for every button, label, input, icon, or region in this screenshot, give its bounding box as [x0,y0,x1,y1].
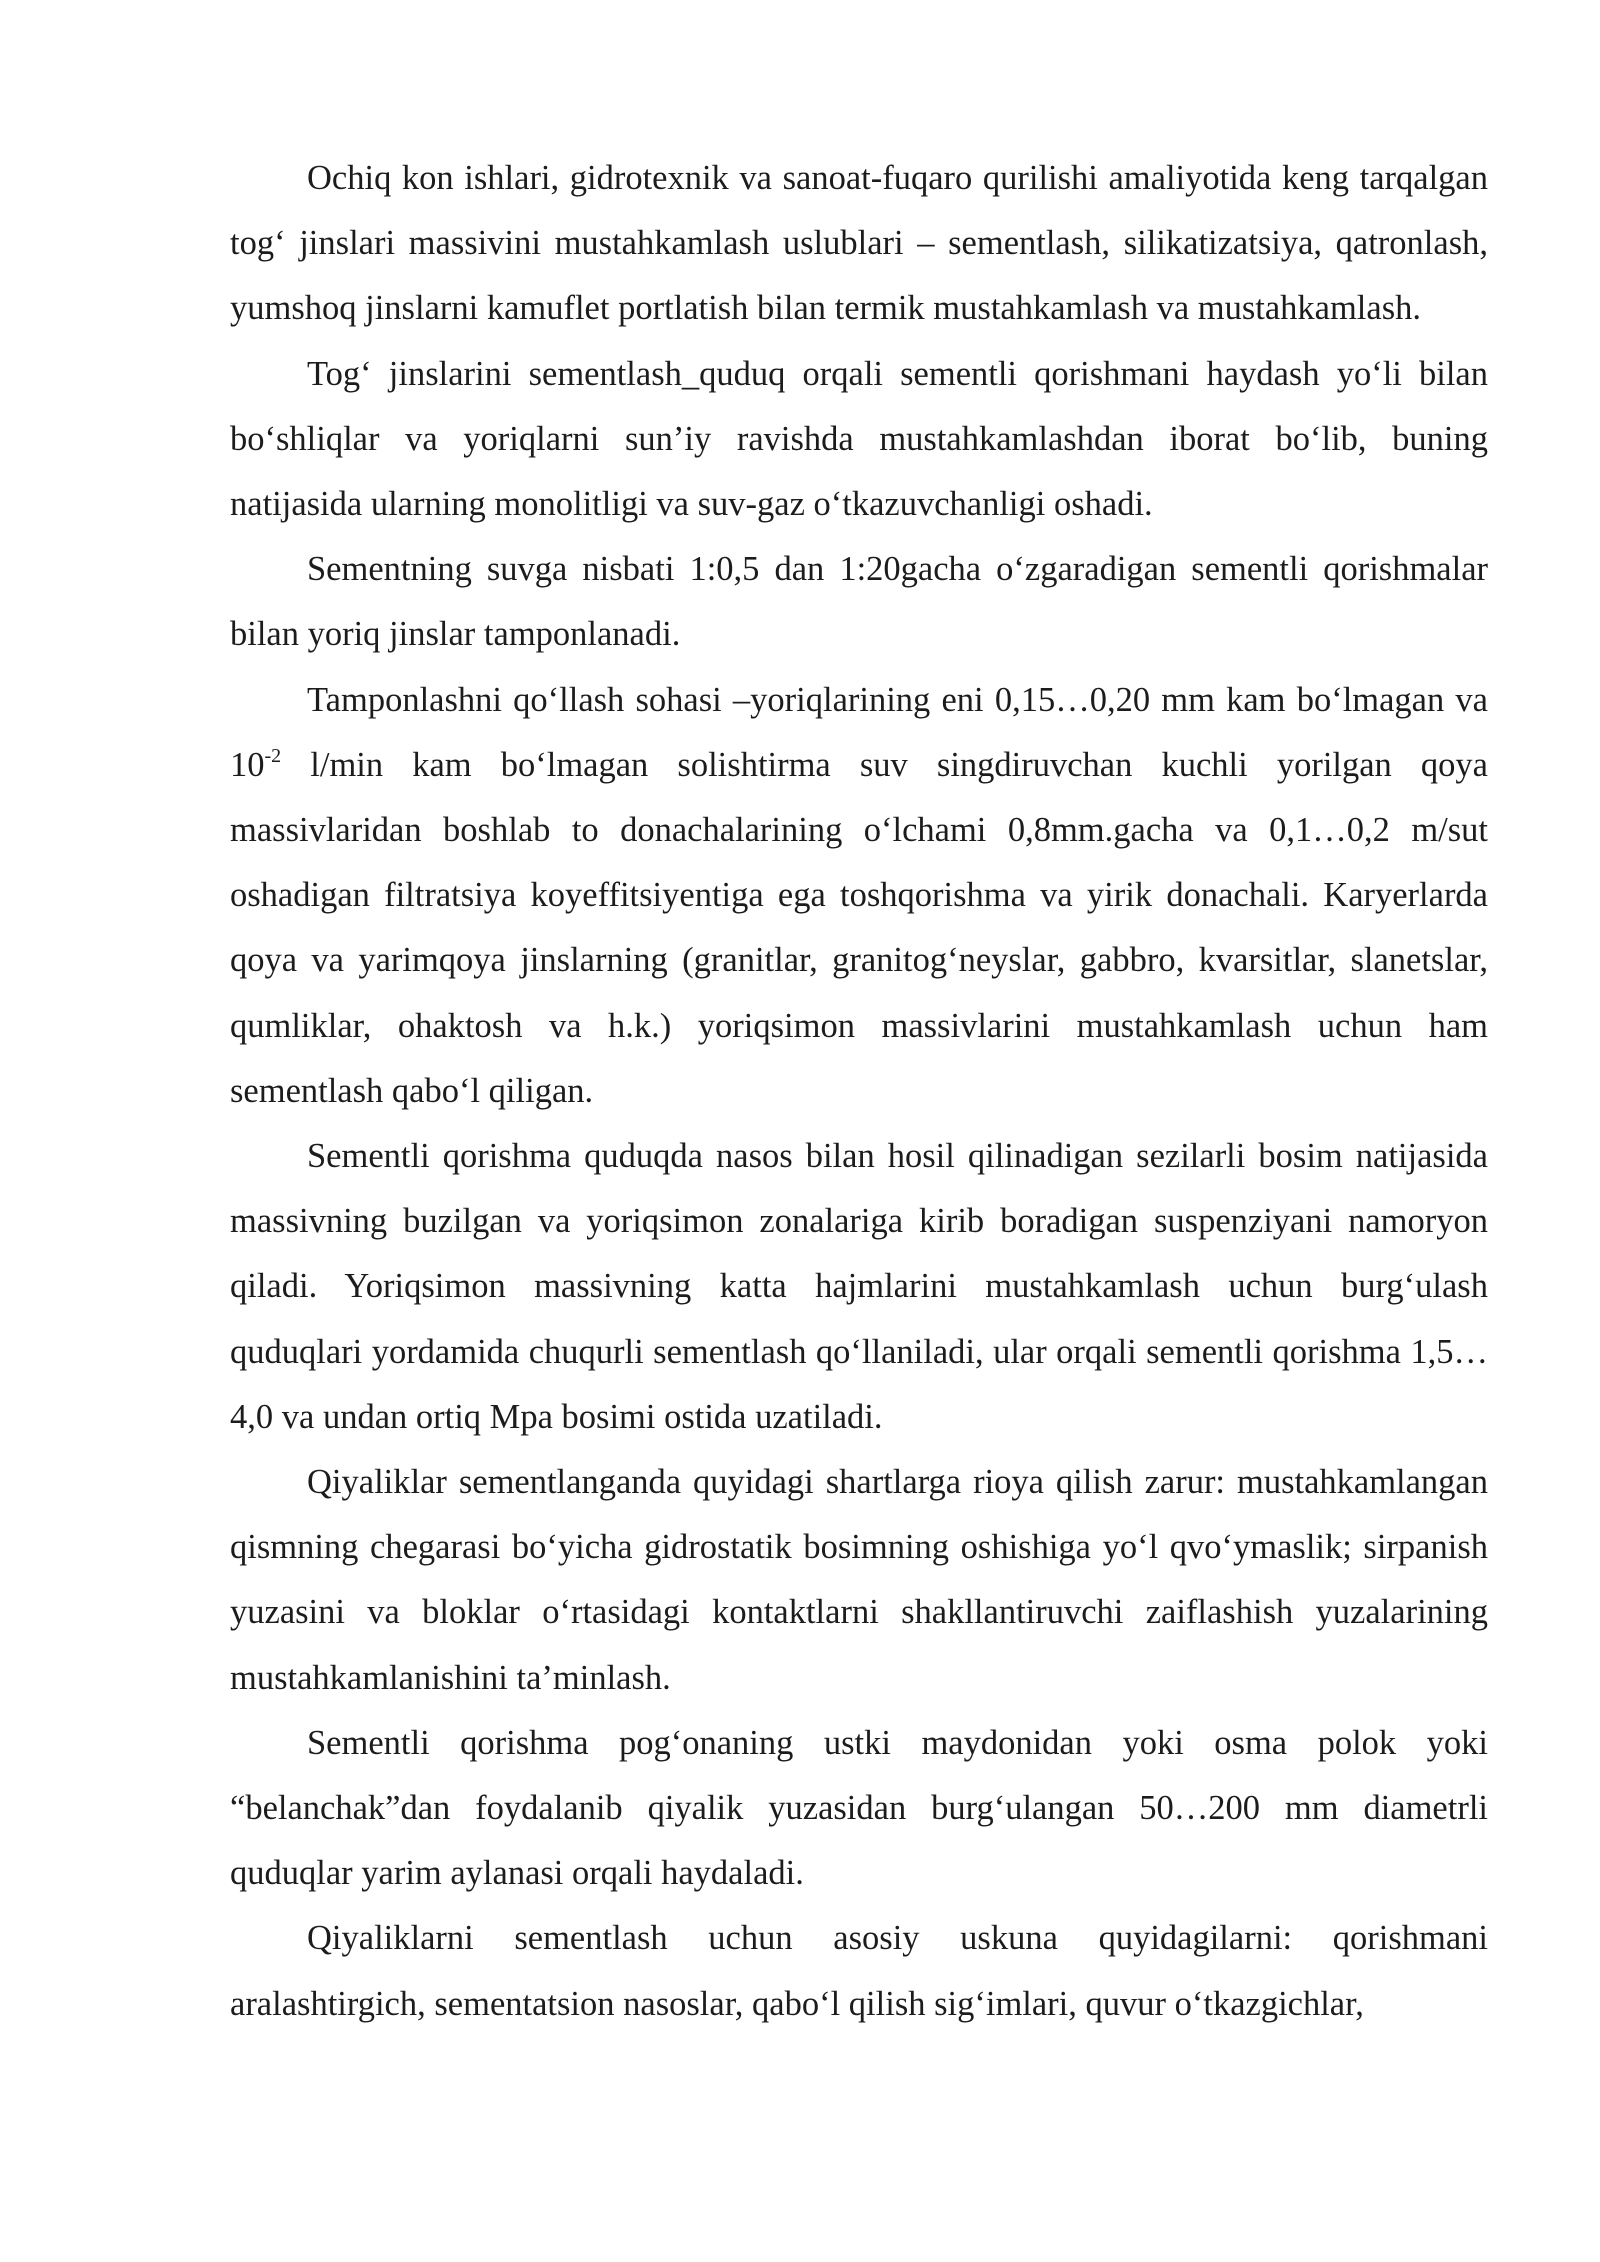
paragraph-text: Sementli qorishma pog‘onaning ustki maydonidan yoki osma polok yoki “belanchak”dan foydalanib qiyalik yuzasidan burg‘ulangan 50…200 mm diametrli quduqlar yarim aylanasi orqali haydaladi. [230,1723,1488,1893]
paragraph-text: Sementning suvga nisbati 1:0,5 dan 1:20gacha o‘zgaradigan sementli qorishmalar bilan yoriq jinslar tamponlanadi. [230,550,1488,654]
paragraph-8 [230,1906,1488,2036]
paragraph-text: Tog‘ jinslarini sementlash_quduq orqali sementli qorishmani haydash yo‘li bilan bo‘shliqlar va yoriqlarni sun’iy ravishda mustahkamlashdan iborat bo‘lib, buning natijasida ularning monolitligi va suv-gaz o‘tkazuvchanligi oshadi. [230,354,1488,524]
paragraph-text-after-superscript: l/min kam bo‘lmagan solishtirma suv singdiruvchan kuchli yorilgan qoya massivlaridan boshlab to donachalarining o‘lchami 0,8mm.gacha va 0,1…0,2 m/sut oshadigan filtratsiya koyeffitsiyentiga ega toshqorishma va yirik donachali. Karyerlarda qoya va yarimqoya jinslarning (granitlar, granitog‘neyslar, gabbro, kvarsitlar, slanetslar, qumliklar, ohaktosh va h.k.) yoriqsimon massivlarini mustahkamlash uchun ham sementlash qabo‘l qiligan. [230,745,1488,1110]
paragraph-text: Qiyaliklar sementlanganda quyidagi shartlarga rioya qilish zarur: mustahkamlangan qismning chegarasi bo‘yicha gidrostatik bosimning oshishiga yo‘l qvo‘ymaslik; sirpanish yuzasini va bloklar o‘rtasidagi kontaktlarni shakllantiruvchi zaiflashish yuzalarining mustahkamlanishini ta’minlash. [230,1463,1488,1697]
paragraph-text: Sementli qorishma quduqda nasos bilan hosil qilinadigan sezilarli bosim natijasida massivning buzilgan va yoriqsimon zonalariga kirib boradigan suspenziyani namoryon qiladi. Yoriqsimon massivning katta hajmlarini mustahkamlash uchun burg‘ulash quduqlari yordamida chuqurli sementlash qo‘llaniladi, ular orqali sementli qorishma 1,5…4,0 va undan ortiq Mpa bosimi ostida uzatiladi. [230,1137,1488,1436]
paragraph-2 [230,342,1488,538]
paragraph-1 [230,146,1488,342]
document-page [230,146,1488,2037]
paragraph-text: Qiyaliklarni sementlash uchun asosiy uskuna quyidagilarni: qorishmani aralashtirgich, sementatsion nasoslar, qabo‘l qilish sig‘imlari, quvur o‘tkazgichlar, [230,1919,1488,2023]
paragraph-6 [230,1450,1488,1711]
paragraph-3 [230,537,1488,667]
paragraph-text: Ochiq kon ishlari, gidrotexnik va sanoat-fuqaro qurilishi amaliyotida keng tarqalgan tog‘ jinslari massivini mustahkamlash uslublari – sementlash, silikatizatsiya, qatronlash, yumshoq jinslarni kamuflet portlatish bilan termik mustahkamlash va mustahkamlash. [230,159,1488,328]
superscript-exponent: -2 [264,744,282,767]
paragraph-text-before-superscript: Tamponlashni qo‘llash sohasi –yoriqlarining eni 0,15…0,20 mm kam bo‘lmagan va 10 [230,680,1488,784]
paragraph-7 [230,1711,1488,1907]
paragraph-5 [230,1124,1488,1450]
paragraph-4 [230,668,1488,1124]
